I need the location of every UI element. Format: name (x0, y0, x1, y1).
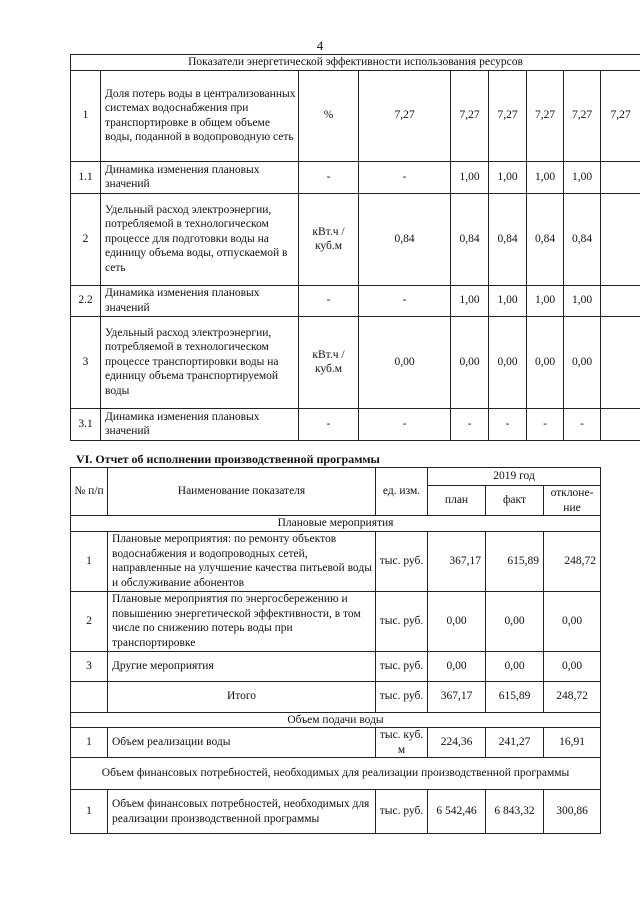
row-number: 2 (71, 591, 108, 651)
unit-cell: тыс. руб. (376, 531, 428, 591)
row-number: 1 (71, 728, 108, 758)
value-cell: - (527, 408, 564, 440)
table-row (71, 531, 601, 591)
value-cell: 1,00 (527, 161, 564, 193)
value-cell: - (489, 408, 527, 440)
value-cell: 0,84 (451, 193, 489, 285)
fact-cell: 615,89 (486, 681, 544, 712)
value-cell: - (359, 285, 451, 316)
indicator-name: Доля потерь воды в централизованных системах водоснабжения при транспортировке в общем объеме воды, поданной в водопроводную сеть (101, 70, 299, 161)
indicator-name: Объем финансовых потребностей, необходимых для реализации производственной программы (108, 790, 376, 834)
section-row: Объем финансовых потребностей, необходимых для реализации производственной программы (71, 758, 601, 790)
deviation-cell: 0,00 (544, 651, 601, 681)
plan-cell: 367,17 (428, 681, 486, 712)
unit-cell: кВт.ч / куб.м (299, 193, 359, 285)
value-cell: 7,27 (564, 70, 601, 161)
indicator-name: Удельный расход электроэнергии, потребляемой в технологическом процессе транспортировки воды на единицу объема транспортируемой воды (101, 316, 299, 408)
table-row (71, 316, 640, 408)
value-cell (601, 408, 640, 440)
fact-cell: 0,00 (486, 591, 544, 651)
section-row: Плановые мероприятия (71, 516, 601, 532)
value-cell: 7,27 (359, 70, 451, 161)
value-cell: 0,84 (489, 193, 527, 285)
row-number: 2 (71, 193, 101, 285)
row-number: 1 (71, 531, 108, 591)
table-row (71, 790, 601, 834)
value-cell: 0,00 (451, 316, 489, 408)
plan-cell: 6 542,46 (428, 790, 486, 834)
row-number: 1 (71, 70, 101, 161)
indicator-name: Плановые мероприятия по энергосбережению и повышению энергетической эффективности, в том числе по снижению потерь воды при транспортировке (108, 591, 376, 651)
indicator-name: Удельный расход электроэнергии, потребляемой в технологическом процессе для подготовки воды на единицу объема воды, отпускаемой в сеть (101, 193, 299, 285)
value-cell: 1,00 (451, 161, 489, 193)
indicator-name: Динамика изменения плановых значений (101, 161, 299, 193)
value-cell: 7,27 (489, 70, 527, 161)
header-num: № п/п (71, 468, 108, 516)
value-cell: 0,00 (527, 316, 564, 408)
value-cell: 1,00 (451, 285, 489, 316)
indicator-name: Другие мероприятия (108, 651, 376, 681)
row-number: 3.1 (71, 408, 101, 440)
value-cell: 0,00 (359, 316, 451, 408)
value-cell: 0,84 (359, 193, 451, 285)
row-number: 2.2 (71, 285, 101, 316)
value-cell (601, 193, 640, 285)
table-caption: Показатели энергетической эффективности использования ресурсов (71, 55, 640, 71)
unit-cell: - (299, 161, 359, 193)
value-cell: 1,00 (527, 285, 564, 316)
table-row (71, 651, 601, 681)
value-cell: 1,00 (489, 285, 527, 316)
value-cell: 1,00 (564, 285, 601, 316)
fact-cell: 241,27 (486, 728, 544, 758)
row-number: 1.1 (71, 161, 101, 193)
table-row (71, 193, 640, 285)
value-cell: - (451, 408, 489, 440)
value-cell: 0,84 (527, 193, 564, 285)
plan-cell: 0,00 (428, 591, 486, 651)
header-deviation: отклоне-ние (544, 486, 601, 516)
header-plan: план (428, 486, 486, 516)
deviation-cell: 248,72 (544, 681, 601, 712)
table-row (71, 70, 640, 161)
table-row (71, 728, 601, 758)
indicator-name: Плановые мероприятия: по ремонту объектов водоснабжения и водопроводных сетей, направленные на улучшение качества питьевой воды и обслуживание абонентов (108, 531, 376, 591)
value-cell: 0,84 (564, 193, 601, 285)
value-cell: 7,27 (601, 70, 640, 161)
unit-cell: тыс. куб. м (376, 728, 428, 758)
unit-cell: % (299, 70, 359, 161)
unit-cell: кВт.ч / куб.м (299, 316, 359, 408)
plan-cell: 0,00 (428, 651, 486, 681)
page-number: 4 (316, 38, 324, 53)
row-number: 3 (71, 316, 101, 408)
value-cell: 1,00 (564, 161, 601, 193)
table-row (71, 161, 640, 193)
row-number: 3 (71, 651, 108, 681)
header-fact: факт (486, 486, 544, 516)
unit-cell: - (299, 408, 359, 440)
total-row (71, 681, 601, 712)
header-name: Наименование показателя (108, 468, 376, 516)
energy-efficiency-table (70, 54, 640, 441)
indicator-name: Динамика изменения плановых значений (101, 285, 299, 316)
indicator-name: Объем реализации воды (108, 728, 376, 758)
value-cell: 0,00 (564, 316, 601, 408)
indicator-name: Динамика изменения плановых значений (101, 408, 299, 440)
fact-cell: 615,89 (486, 531, 544, 591)
deviation-cell: 300,86 (544, 790, 601, 834)
section-heading: VI. Отчет об исполнении производственной программы (76, 452, 380, 466)
unit-cell: - (299, 285, 359, 316)
value-cell: - (359, 161, 451, 193)
section-row: Объем подачи воды (71, 712, 601, 728)
deviation-cell: 248,72 (544, 531, 601, 591)
value-cell (601, 316, 640, 408)
value-cell: 7,27 (451, 70, 489, 161)
unit-cell: тыс. руб. (376, 790, 428, 834)
value-cell: - (359, 408, 451, 440)
table-row (71, 408, 640, 440)
value-cell (601, 285, 640, 316)
table-row (71, 285, 640, 316)
deviation-cell: 16,91 (544, 728, 601, 758)
plan-cell: 367,17 (428, 531, 486, 591)
unit-cell: тыс. руб. (376, 651, 428, 681)
value-cell: 0,00 (489, 316, 527, 408)
table-row (71, 591, 601, 651)
unit-cell: тыс. руб. (376, 591, 428, 651)
value-cell (601, 161, 640, 193)
fact-cell: 0,00 (486, 651, 544, 681)
deviation-cell: 0,00 (544, 591, 601, 651)
header-unit: ед. изм. (376, 468, 428, 516)
fact-cell: 6 843,32 (486, 790, 544, 834)
unit-cell: тыс. руб. (376, 681, 428, 712)
header-year: 2019 год (428, 468, 601, 486)
value-cell: 7,27 (527, 70, 564, 161)
total-label: Итого (108, 681, 376, 712)
value-cell: - (564, 408, 601, 440)
plan-cell: 224,36 (428, 728, 486, 758)
value-cell: 1,00 (489, 161, 527, 193)
empty-cell (71, 681, 108, 712)
production-program-report-table (70, 467, 601, 834)
row-number: 1 (71, 790, 108, 834)
